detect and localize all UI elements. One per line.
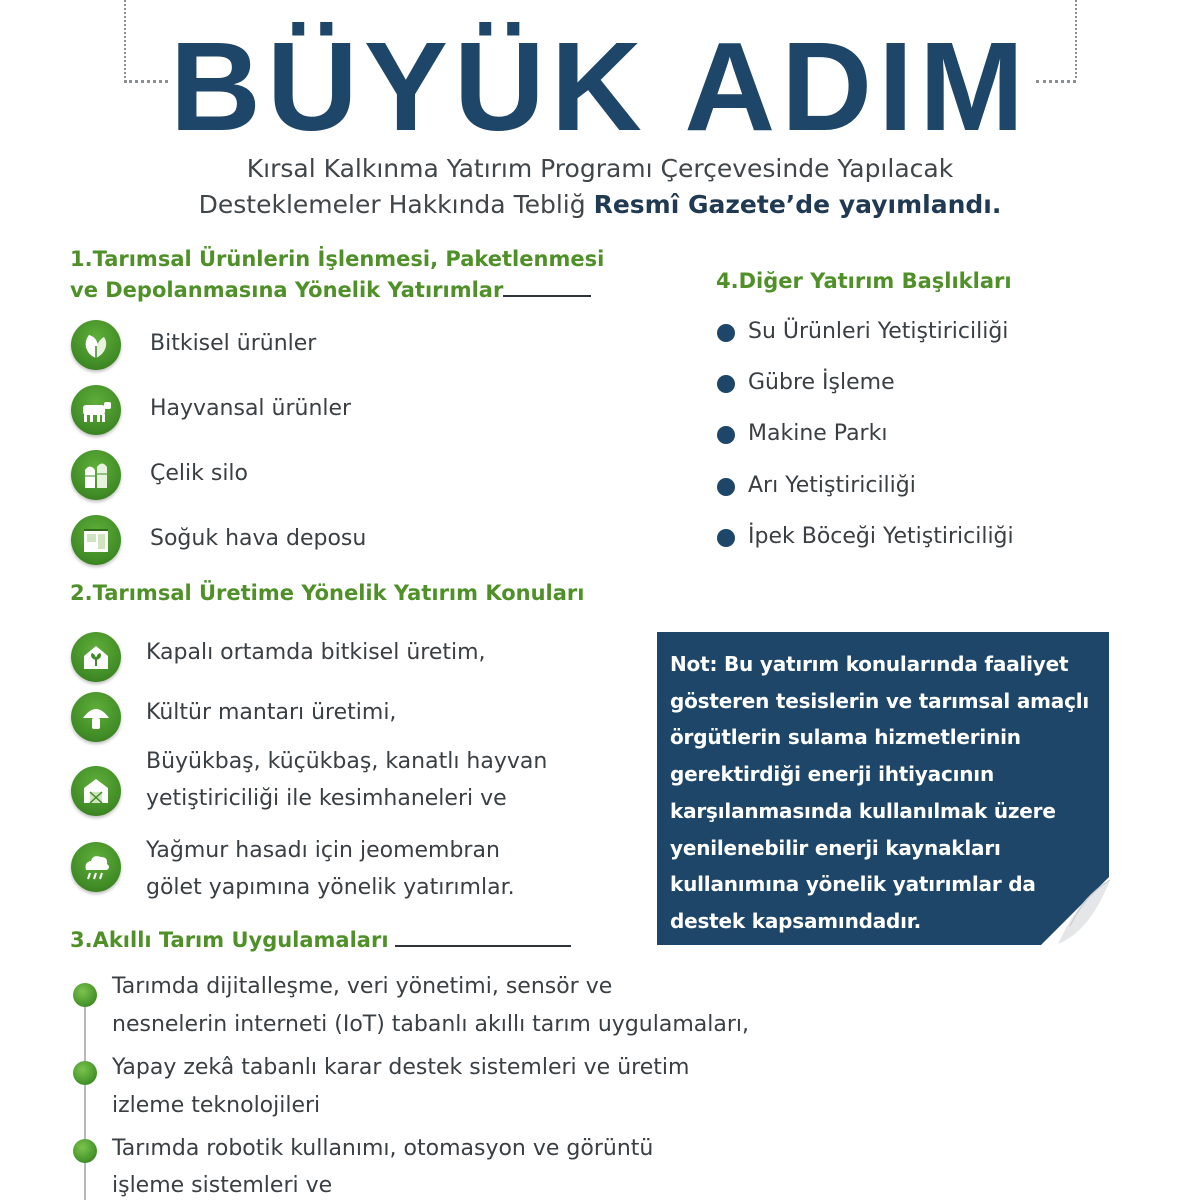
section2-item-1-line1: Kapalı ortamda bitkisel üretim, (146, 640, 486, 665)
section1-item-4: Soğuk hava deposu (150, 526, 367, 551)
section3-item-2-line2: izleme teknolojileri (112, 1093, 321, 1118)
note-line: gerektirdiği enerji ihtiyacının (670, 762, 994, 787)
section1-heading (70, 244, 604, 306)
note-label: Not: (670, 652, 718, 676)
section3-heading (70, 925, 571, 956)
heading-underline (395, 945, 571, 947)
section2-item-3-line2: yetiştiriciliği ile kesimhaneleri ve (146, 786, 507, 811)
bullet-dot (717, 375, 735, 393)
section3-heading-text: 3.Akıllı Tarım Uygulamaları (70, 928, 389, 952)
note-text (670, 646, 1100, 940)
section4-item-5: İpek Böceği Yetiştiriciliği (748, 524, 1014, 549)
section1-item-1: Bitkisel ürünler (150, 331, 317, 356)
section2-heading: 2.Tarımsal Üretime Yönelik Yatırım Konuları (70, 581, 585, 605)
rain-cloud-icon (71, 842, 121, 892)
heading-underline (503, 295, 591, 297)
subtitle-bold: Resmî Gazete’de yayımlandı. (593, 190, 1002, 219)
section1-heading-line2 (70, 275, 604, 306)
note-line: kullanımına yönelik yatırımlar da (670, 872, 1036, 897)
section3-item-1-line1: Tarımda dijitalleşme, veri yönetimi, sensör ve (112, 974, 613, 999)
silo-icon (71, 450, 121, 500)
note-line (670, 646, 1100, 683)
barn-icon (71, 766, 121, 816)
section2-item-2-line1: Kültür mantarı üretimi, (146, 700, 397, 725)
section2-item-4-line1: Yağmur hasadı için jeomembran (146, 838, 500, 863)
subtitle-plain: Desteklemeler Hakkında Tebliğ (198, 190, 594, 219)
note-line: karşılanmasında kullanılmak üzere (670, 798, 1056, 823)
mushroom-icon (71, 692, 121, 742)
section1-heading-line2-text: ve Depolanmasına Yönelik Yatırımlar (70, 278, 504, 302)
section1-heading-line1: 1.Tarımsal Ürünlerin İşlenmesi, Paketlenmesi (70, 247, 605, 271)
section2-item-3-line1: Büyükbaş, küçükbaş, kanatlı hayvan (146, 749, 548, 774)
section3-item-2-line1: Yapay zekâ tabanlı karar destek sistemleri ve üretim (112, 1055, 690, 1080)
bullet-dot (73, 1061, 97, 1085)
bullet-dot (717, 324, 735, 342)
greenhouse-icon (71, 632, 121, 682)
section4-item-1: Su Ürünleri Yetiştiriciliği (748, 319, 1009, 344)
section4-item-2: Gübre İşleme (748, 370, 895, 395)
bullet-dot (717, 529, 735, 547)
note-line: örgütlerin sulama hizmetlerinin (670, 725, 1021, 750)
section1-item-2: Hayvansal ürünler (150, 396, 352, 421)
section4-item-4: Arı Yetiştiriciliği (748, 473, 916, 498)
bullet-dot (73, 983, 97, 1007)
note-line-text: Bu yatırım konularında faaliyet (717, 652, 1069, 676)
bullet-dot (73, 1139, 97, 1163)
timeline-line (84, 990, 86, 1200)
note-line: yenilenebilir enerji kaynakları (670, 835, 1001, 860)
section3-item-3-line2: işleme sistemleri ve (112, 1173, 333, 1198)
cow-icon (71, 385, 121, 435)
leaf-icon (71, 320, 121, 370)
note-line: destek kapsamındadır. (670, 908, 922, 933)
subtitle-line-1: Kırsal Kalkınma Yatırım Programı Çerçevesinde Yapılacak (246, 154, 954, 183)
section2-item-4-line2: gölet yapımına yönelik yatırımlar. (146, 875, 515, 900)
note-line: gösteren tesislerin ve tarımsal amaçlı (670, 688, 1090, 713)
cold-storage-icon (71, 515, 121, 565)
section4-heading: 4.Diğer Yatırım Başlıkları (716, 269, 1012, 293)
section1-item-3: Çelik silo (150, 461, 249, 486)
section3-item-3-line1: Tarımda robotik kullanımı, otomasyon ve görüntü (112, 1136, 654, 1161)
bullet-dot (717, 426, 735, 444)
subtitle-line-2 (0, 188, 1200, 222)
section4-item-3: Makine Parkı (748, 421, 888, 446)
page-title: BÜYÜK ADIM (169, 16, 1031, 157)
section3-item-1-line2: nesnelerin interneti (IoT) tabanlı akıllı tarım uygulamaları, (112, 1012, 749, 1037)
bullet-dot (717, 478, 735, 496)
